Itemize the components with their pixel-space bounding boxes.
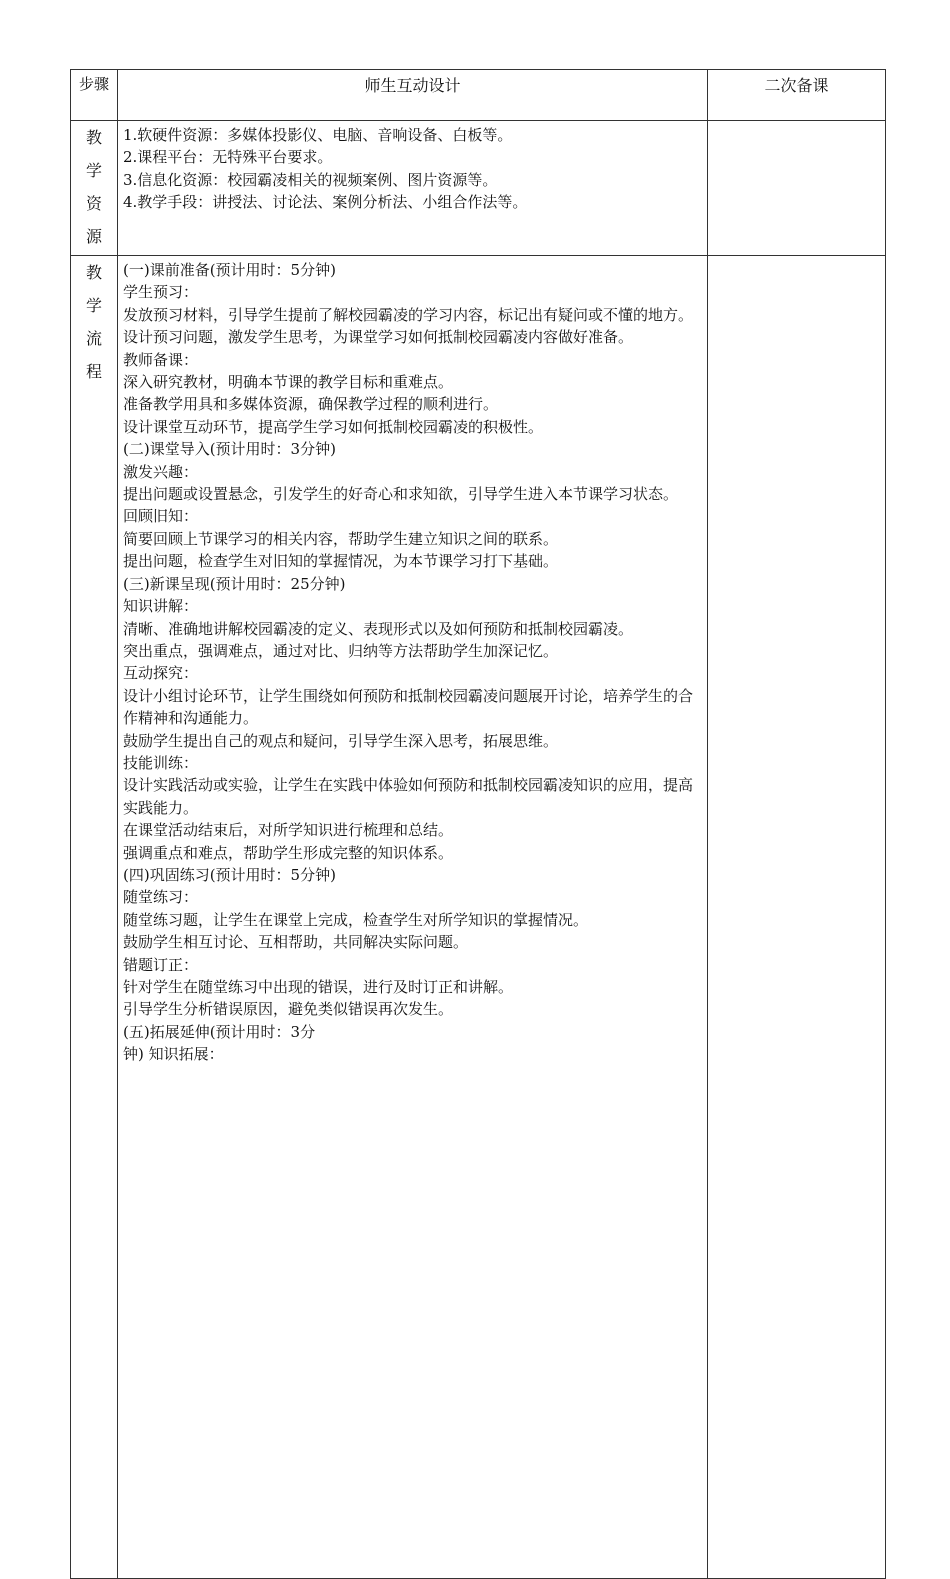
process-line: 针对学生在随堂练习中出现的错误，进行及时订正和讲解。: [123, 978, 514, 996]
process-line: 知识讲解：: [123, 597, 199, 616]
process-line: 随堂练习题，让学生在课堂上完成，检查学生对所学知识的掌握情况。: [123, 910, 589, 929]
process-line: 随堂练习：: [123, 888, 199, 907]
process-label: [71, 256, 118, 1579]
process-line: (一)课前准备(预计用时：5分钟): [123, 261, 336, 279]
resources-content: [118, 121, 708, 256]
process-line: 互动探究：: [123, 664, 199, 683]
header-row: [71, 70, 886, 121]
header-second: 二次备课: [708, 70, 886, 121]
lesson-plan-table: [70, 69, 886, 1579]
process-line: 设计课堂互动环节，提高学生学习如何抵制校园霸凌的积极性。: [123, 417, 544, 436]
label-char: 资: [85, 194, 102, 213]
process-line: 教师备课：: [123, 350, 199, 369]
process-line: (四)巩固练习(预计用时：5分钟): [123, 865, 336, 884]
process-line: 提出问题或设置悬念，引发学生的好奇心和求知欲，引导学生进入本节课学习状态。: [123, 485, 679, 504]
process-line: 回顾旧知：: [123, 507, 199, 526]
process-line: 清晰、准确地讲解校园霸凌的定义、表现形式以及如何预防和抵制校园霸凌。: [123, 619, 634, 638]
process-content: [118, 256, 708, 1579]
process-line: 错题订正：: [123, 955, 199, 974]
process-line: 鼓励学生相互讨论、互相帮助，共同解决实际问题。: [123, 933, 469, 952]
process-line: 深入研究教材，明确本节课的教学目标和重难点。: [123, 373, 454, 392]
process-line: 设计实践活动或实验，让学生在实践中体验如何预防和抵制校园霸凌知识的应用，提高实践能力。: [123, 776, 694, 817]
process-line: 钟) 知识拓展：: [123, 1045, 224, 1064]
resources-label: [71, 121, 118, 256]
process-line: 在课堂活动结束后，对所学知识进行梳理和总结。: [123, 821, 454, 840]
process-line: 强调重点和难点，帮助学生形成完整的知识体系。: [123, 843, 454, 862]
process-row: [71, 256, 886, 1579]
process-line: 引导学生分析错误原因，避免类似错误再次发生。: [123, 1000, 454, 1019]
label-char: 源: [85, 227, 102, 246]
process-second: [708, 256, 886, 1579]
label-char: 流: [85, 329, 102, 348]
process-line: 突出重点，强调难点，通过对比、归纳等方法帮助学生加深记忆。: [123, 641, 559, 660]
process-line: 准备教学用具和多媒体资源，确保教学过程的顺利进行。: [123, 395, 499, 414]
process-line: (五)拓展延伸(预计用时：3分: [123, 1022, 316, 1041]
resources-row: [71, 121, 886, 256]
resource-line: 3.信息化资源：校园霸凌相关的视频案例、图片资源等。: [123, 170, 498, 189]
process-line: 设计预习问题，激发学生思考，为课堂学习如何抵制校园霸凌内容做好准备。: [123, 328, 634, 347]
process-line: 设计小组讨论环节，让学生围绕如何预防和抵制校园霸凌问题展开讨论，培养学生的合作精神和沟通能力。: [123, 686, 694, 728]
process-line: 鼓励学生提出自己的观点和疑问，引导学生深入思考，拓展思维。: [123, 731, 559, 750]
process-line: 学生预习：: [123, 283, 199, 302]
process-line: (二)课堂导入(预计用时：3分钟): [123, 440, 336, 459]
label-char: 教: [85, 263, 102, 282]
process-line: (三)新课呈现(预计用时：25分钟): [123, 574, 346, 593]
label-char: 教: [85, 128, 102, 147]
header-design: 师生互动设计: [118, 70, 708, 121]
resource-line: 2.课程平台：无特殊平台要求。: [123, 148, 333, 167]
resources-second: [708, 121, 886, 256]
resource-line: 1.软硬件资源：多媒体投影仪、电脑、音响设备、白板等。: [123, 126, 513, 144]
label-char: 程: [85, 362, 102, 381]
label-char: 学: [85, 161, 102, 180]
label-char: 学: [85, 296, 102, 315]
process-line: 简要回顾上节课学习的相关内容，帮助学生建立知识之间的联系。: [123, 529, 559, 548]
resource-line: 4.教学手段：讲授法、讨论法、案例分析法、小组合作法等。: [123, 193, 528, 212]
process-line: 提出问题，检查学生对旧知的掌握情况，为本节课学习打下基础。: [123, 552, 559, 571]
process-line: 激发兴趣：: [123, 462, 199, 481]
process-line: 发放预习材料，引导学生提前了解校园霸凌的学习内容，标记出有疑问或不懂的地方。: [123, 305, 694, 324]
header-step: 步骤: [71, 70, 118, 121]
process-line: 技能训练：: [123, 753, 199, 772]
